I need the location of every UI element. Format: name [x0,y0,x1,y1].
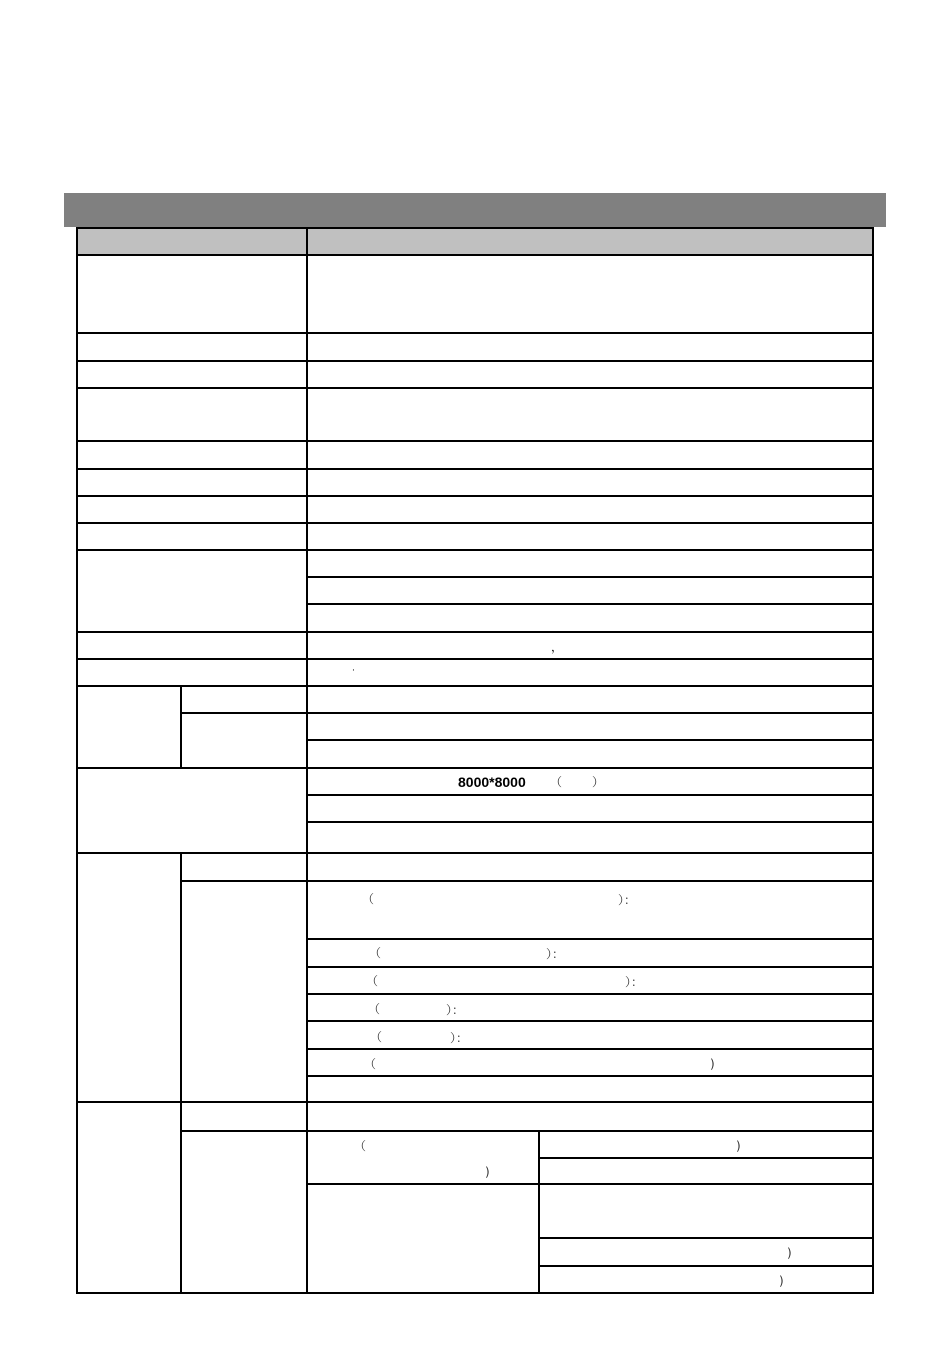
paren-close: ) [736,1139,741,1153]
paren-open: （ [369,946,382,960]
row-line-partial [306,576,874,578]
section-title-bar [64,193,886,227]
row-line [76,387,874,389]
paren-close-colon: ）： [546,947,565,961]
paren-close: ) [787,1246,792,1260]
row-line [76,767,874,769]
row-line-partial [180,880,874,882]
column-divider-sub-1 [180,685,182,768]
row-line-partial [306,966,874,968]
paren-close: ） [592,775,605,789]
row-line [76,631,874,633]
table-border-top [76,227,874,229]
row-line [76,852,874,854]
row-line-partial [306,938,874,940]
header-cell-item [76,227,306,254]
row-line [76,549,874,551]
row-line-partial [180,1130,874,1132]
paren-open: （ [354,1139,367,1153]
row-line-partial [306,1183,874,1185]
row-line-partial [538,1265,874,1267]
row-line-partial [306,1048,874,1050]
row-line-partial [306,821,874,823]
row-line-partial [538,1237,874,1239]
row-line [76,495,874,497]
row-line [76,440,874,442]
row-line [76,658,874,660]
paren-close-colon: ）： [625,975,644,989]
row-line-partial [306,739,874,741]
paren-open: （ [366,974,379,988]
row-line-partial [306,794,874,796]
row-line-partial [306,1020,874,1022]
paren-close-colon: ）： [450,1031,469,1045]
row-line-partial [306,1075,874,1077]
dot-mark: · [352,666,355,676]
table-border-bottom [76,1292,874,1294]
header-cell-spec [308,227,874,254]
paren-close-colon: ）： [618,893,637,907]
row-line-partial [306,603,874,605]
paren-close: ) [485,1165,490,1179]
row-line-partial [306,993,874,995]
row-line [76,332,874,334]
row-line-partial [180,712,874,714]
paren-close-colon: ）： [446,1003,465,1017]
row-line-partial [538,1157,874,1159]
paren-open: （ [550,775,563,789]
column-divider-value-split [538,1130,540,1294]
row-line [76,254,874,256]
row-line [76,468,874,470]
comma-mark: ， [551,640,564,654]
paren-close: ) [779,1274,784,1288]
paren-close: ) [710,1057,715,1071]
spec-table [76,227,874,1294]
row-line [76,360,874,362]
paren-open: （ [362,892,375,906]
resolution-value: 8000*8000 [458,774,526,790]
row-line [76,522,874,524]
paren-open: （ [364,1057,377,1071]
column-divider-sub-2 [180,854,182,1294]
paren-open: （ [368,1002,381,1016]
row-line [76,1101,874,1103]
paren-open: （ [370,1030,383,1044]
row-line [76,685,874,687]
